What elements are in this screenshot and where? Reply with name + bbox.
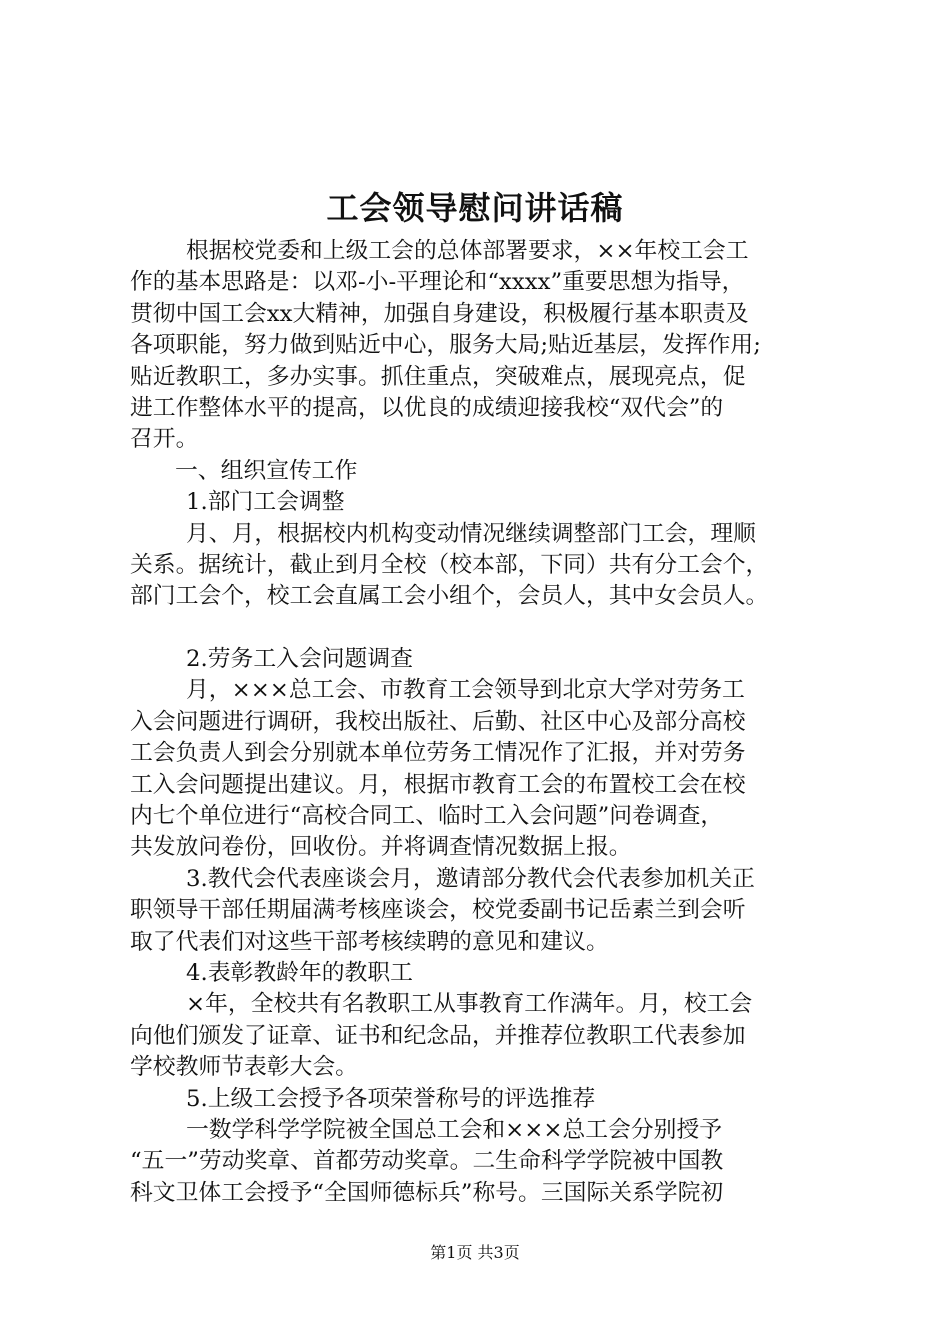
text-line: 内七个单位进行“高校合同工、临时工入会问题”问卷调查， <box>130 803 724 830</box>
blank-line <box>130 613 830 644</box>
text-line: 科文卫体工会授予“全国师德标兵”称号。三国际关系学院初 <box>130 1179 724 1206</box>
text-line: 根据校党委和上级工会的总体部署要求，××年校工会工 <box>186 238 749 264</box>
document-body <box>130 236 830 1209</box>
text-line: 部门工会个，校工会直属工会小组个，会员人，其中女会员人。 <box>130 583 769 610</box>
text-line: “五一”劳动奖章、首都劳动奖章。二生命科学学院被中国教 <box>130 1148 724 1175</box>
text-line: 职领导干部任期届满考核座谈会，校党委副书记岳素兰到会听 <box>130 897 746 924</box>
text-line: 关系。据统计，截止到月全校（校本部，下同）共有分工会个， <box>130 551 769 578</box>
document-title: 工会领导慰问讲话稿 <box>326 189 624 227</box>
text-line: 召开。 <box>130 426 199 453</box>
text-line: 月，×××总工会、市教育工会领导到北京大学对劳务工 <box>186 677 745 704</box>
section-heading: 一、组织宣传工作 <box>175 457 358 484</box>
text-line: 一数学科学学院被全国总工会和×××总工会分别授予 <box>186 1116 723 1143</box>
text-line: 月、月，根据校内机构变动情况继续调整部门工会，理顺 <box>186 520 756 547</box>
page-number-footer: 第1页 共3页 <box>430 1243 520 1262</box>
subsection-heading: 2.劳务工入会问题调查 <box>186 646 413 673</box>
text-line: 工会负责人到会分别就本单位劳务工情况作了汇报，并对劳务 <box>130 740 746 767</box>
text-line: 进工作整体水平的提高，以优良的成绩迎接我校“双代会”的 <box>130 394 724 421</box>
subsection-heading: 1.部门工会调整 <box>186 489 345 516</box>
text-line: 向他们颁发了证章、证书和纪念品，并推荐位教职工代表参加 <box>130 1022 746 1049</box>
text-line: 作的基本思路是：以邓-小-平理论和“xxxx”重要思想为指导， <box>130 269 745 296</box>
text-line: 入会问题进行调研，我校出版社、后勤、社区中心及部分高校 <box>130 708 746 735</box>
text-line: ×年，全校共有名教职工从事教育工作满年。月，校工会 <box>186 991 753 1018</box>
subsection-heading: 3.教代会代表座谈会月，邀请部分教代会代表参加机关正 <box>186 865 755 892</box>
subsection-heading: 5.上级工会授予各项荣誉称号的评选推荐 <box>186 1085 596 1112</box>
text-line: 学校教师节表彰大会。 <box>130 1054 358 1081</box>
text-line: 共发放问卷份，回收份。并将调查情况数据上报。 <box>130 834 632 861</box>
text-line: 各项职能，努力做到贴近中心，服务大局;贴近基层，发挥作用; <box>130 332 761 359</box>
text-line: 贴近教职工，多办实事。抓住重点，突破难点，展现亮点，促 <box>130 363 746 390</box>
text-line: 取了代表们对这些干部考核续聘的意见和建议。 <box>130 928 609 955</box>
text-line: 工入会问题提出建议。月，根据市教育工会的布置校工会在校 <box>130 771 746 798</box>
subsection-heading: 4.表彰教龄年的教职工 <box>186 959 413 986</box>
text-line: 贯彻中国工会xx大精神，加强自身建设，积极履行基本职责及 <box>130 300 749 327</box>
